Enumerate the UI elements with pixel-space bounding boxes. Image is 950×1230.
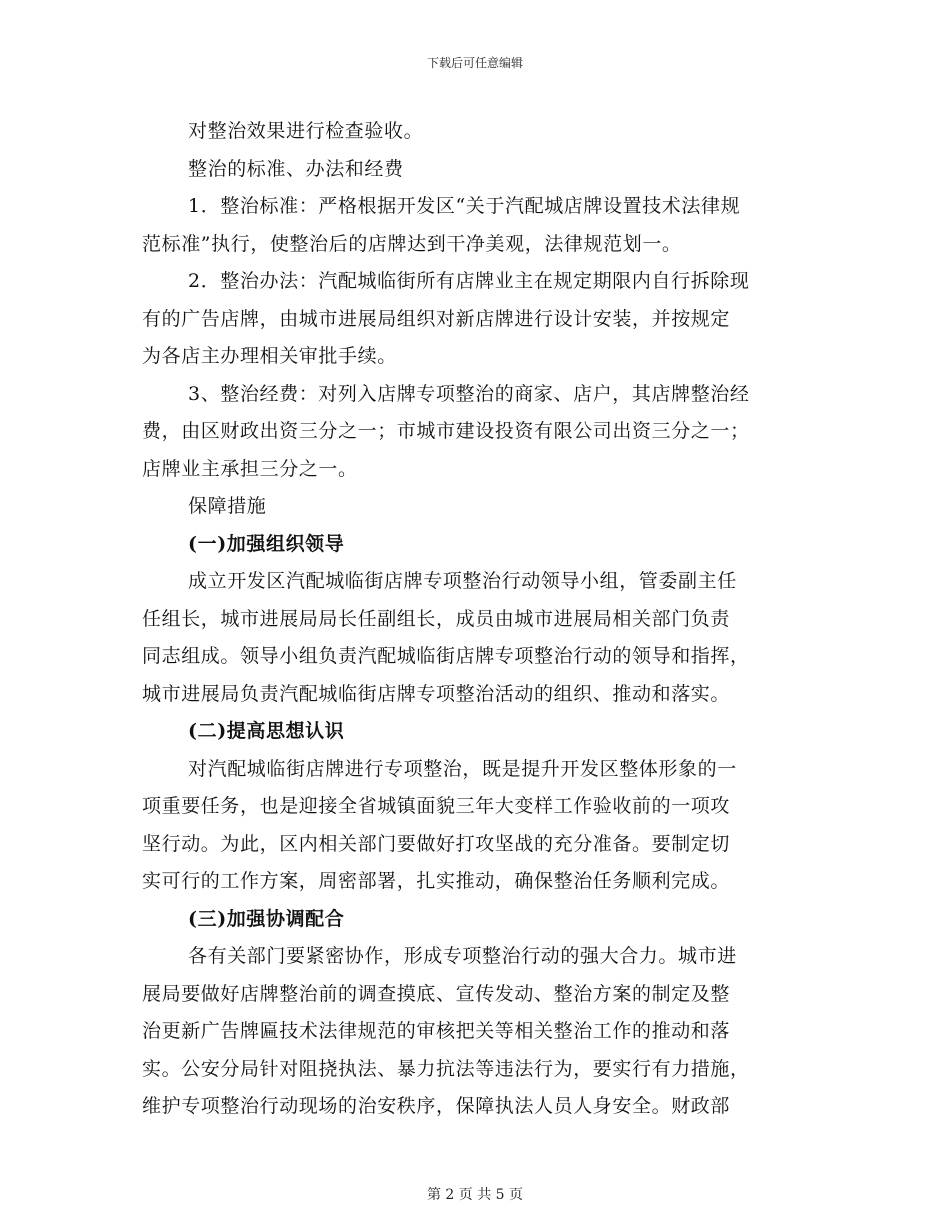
text-line: 为各店主办理相关审批手续。 xyxy=(142,345,397,367)
text-line: 城市进展局负责汽配城临街店牌专项整治活动的组织、推动和落实。 xyxy=(142,682,731,705)
text-line: 店牌业主承担三分之一。 xyxy=(142,457,358,480)
text-line: 各有关部门要紧密协作，形成专项整治行动的强大合力。城市进 xyxy=(188,945,737,967)
document-body xyxy=(142,113,810,1126)
text-line: 任组长，城市进展局局长任副组长，成员由城市进展局相关部门负责 xyxy=(142,607,731,630)
text-line: 保障措施 xyxy=(188,495,267,517)
text-line: 同志组成。领导小组负责汽配城临街店牌专项整治行动的领导和指挥， xyxy=(142,645,750,667)
text-line: 整治的标准、办法和经费 xyxy=(188,157,404,180)
text-line: 3、整治经费：对列入店牌专项整治的商家、店户，其店牌整治经 xyxy=(188,382,750,405)
text-line: 展局要做好店牌整治前的调查摸底、宣传发动、整治方案的制定及整 xyxy=(142,982,731,1005)
text-line: 对整治效果进行检查验收。 xyxy=(188,120,424,142)
text-line: 费，由区财政出资三分之一；市城市建设投资有限公司出资三分之一； xyxy=(142,420,750,442)
text-line: 治更新广告牌匾技术法律规范的审核把关等相关整治工作的推动和落 xyxy=(142,1020,731,1042)
text-line: 有的广告店牌，由城市进展局组织对新店牌进行设计安装，并按规定 xyxy=(142,307,731,330)
text-line: 项重要任务，也是迎接全省城镇面貌三年大变样工作验收前的一项攻 xyxy=(142,795,731,817)
text-line: 范标准”执行，使整治后的店牌达到干净美观，法律规范划一。 xyxy=(142,232,682,255)
section-heading: (二)提高思想认识 xyxy=(188,720,345,742)
section-heading: (一)加强组织领导 xyxy=(188,532,345,555)
text-line: 2．整治办法：汽配城临街所有店牌业主在规定期限内自行拆除现 xyxy=(188,270,750,292)
text-line: 坚行动。为此，区内相关部门要做好打攻坚战的充分准备。要制定切 xyxy=(142,832,731,855)
page-footer: 第 2 页 共 5 页 xyxy=(426,1187,524,1203)
text-line: 对汽配城临街店牌进行专项整治，既是提升开发区整体形象的一 xyxy=(188,757,737,780)
page-header: 下载后可任意编辑 xyxy=(426,56,523,70)
section-heading: (三)加强协调配合 xyxy=(188,907,345,930)
text-line: 1．整治标准：严格根据开发区“关于汽配城店牌设置技术法律规 xyxy=(188,195,741,217)
text-line: 成立开发区汽配城临街店牌专项整治行动领导小组，管委副主任 xyxy=(188,570,737,592)
text-line: 实。公安分局针对阻挠执法、暴力抗法等违法行为，要实行有力措施， xyxy=(142,1057,750,1080)
text-line: 维护专项整治行动现场的治安秩序，保障执法人员人身安全。财政部 xyxy=(142,1095,731,1117)
text-line: 实可行的工作方案，周密部署，扎实推动，确保整治任务顺利完成。 xyxy=(142,870,731,892)
